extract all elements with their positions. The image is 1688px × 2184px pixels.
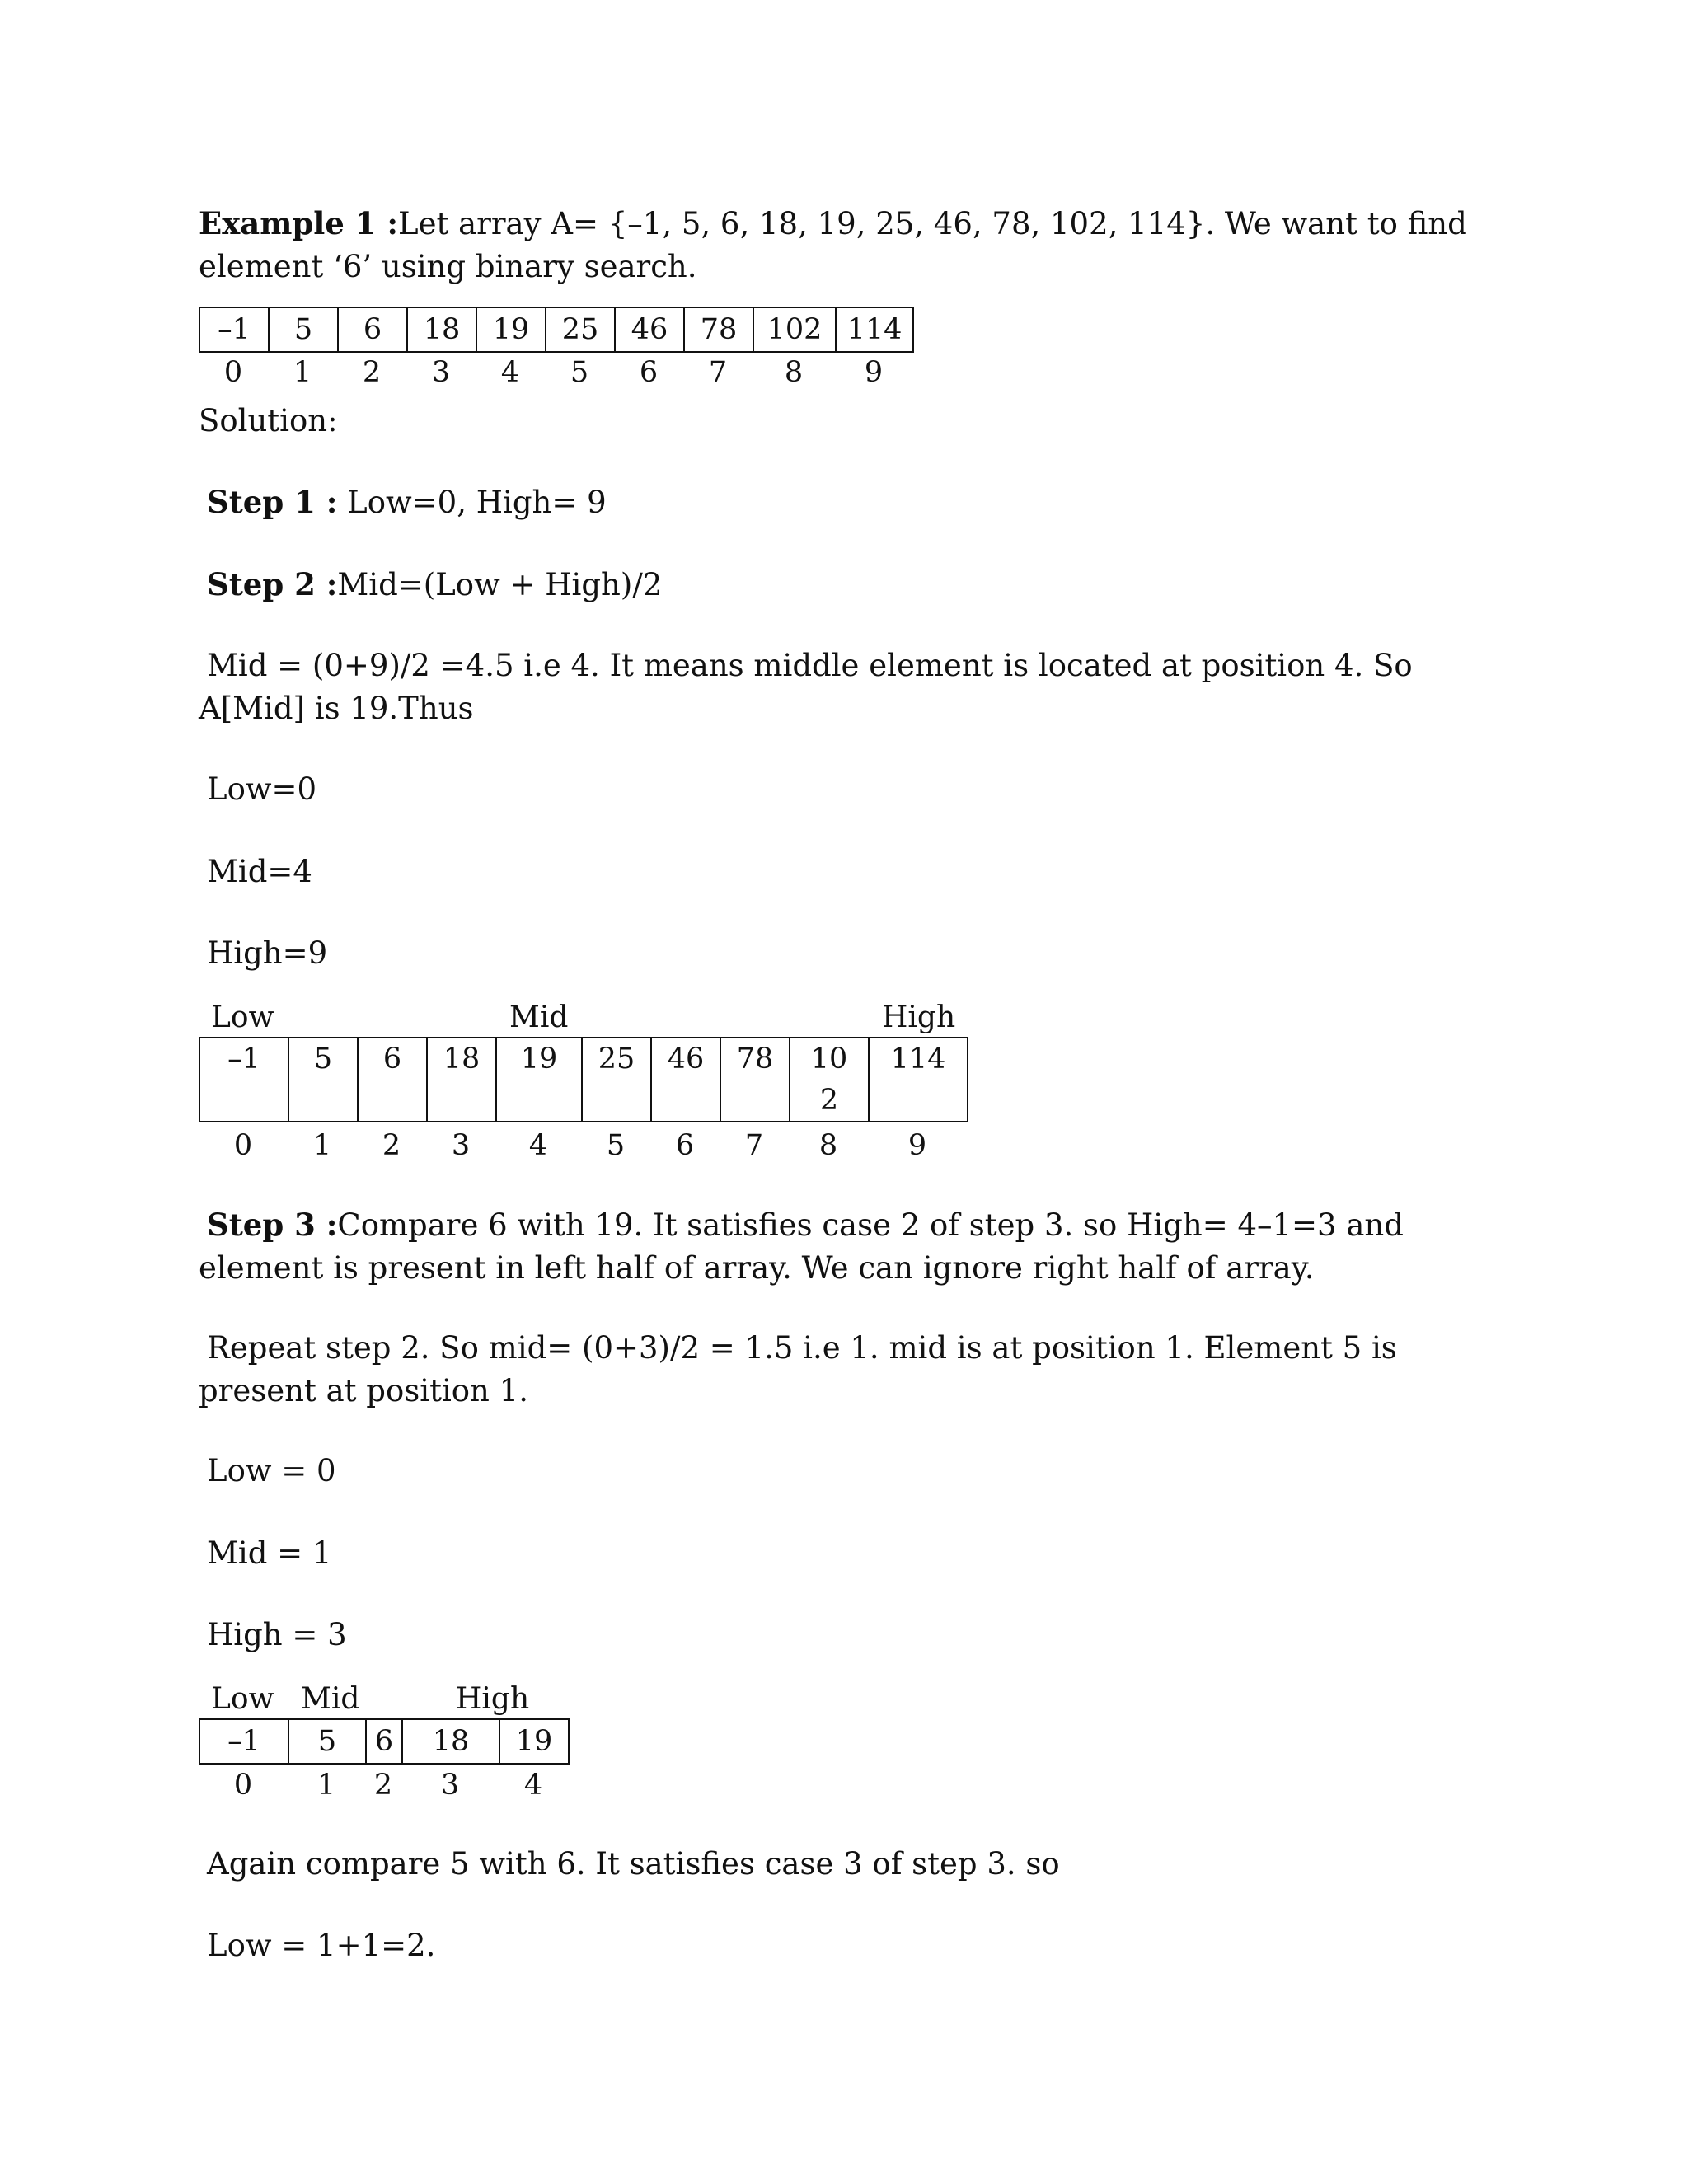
array-3-cell: 18: [402, 1719, 499, 1764]
array-3-index: 3: [440, 1769, 460, 1802]
array-2-cell: 25: [582, 1038, 651, 1122]
array-2-index: 5: [606, 1129, 626, 1162]
array-1-cell: 25: [546, 307, 615, 352]
array-2-cell: –1: [199, 1038, 288, 1122]
array-1-index: 6: [639, 356, 659, 389]
array-2-cell: 18: [427, 1038, 496, 1122]
step-1-label: Step 1 :: [207, 484, 338, 520]
again-compare: Again compare 5 with 6. It satisfies case 3 of step 3. so: [207, 1846, 1060, 1882]
array-2-cell: 19: [496, 1038, 582, 1122]
example-paragraph: [199, 202, 1493, 288]
array-1-index: 8: [784, 356, 804, 389]
array-1-index: 2: [362, 356, 382, 389]
example-title: Example 1 :: [199, 205, 399, 241]
array-1-index: 3: [431, 356, 451, 389]
array-1-index: 5: [570, 356, 589, 389]
array-3-table: [199, 1718, 570, 1765]
array-2-table: [199, 1037, 968, 1122]
step-1-text: Low=0, High= 9: [337, 485, 607, 520]
array-2-index: 8: [818, 1129, 838, 1162]
array-2-mid-label: Mid: [509, 1001, 569, 1034]
step-2: [207, 563, 1493, 607]
array-3-indices: [199, 1764, 568, 1807]
array-1-cell: 102: [753, 307, 836, 352]
array-2-cell: 10 2: [790, 1038, 869, 1122]
high-value: High=9: [207, 935, 328, 971]
solution-label: Solution:: [199, 403, 338, 438]
array-1-cell: 46: [615, 307, 684, 352]
array-3-high-label: High: [456, 1682, 530, 1716]
array-2-index: 4: [528, 1129, 548, 1162]
array-3-cell: 5: [288, 1719, 366, 1764]
array-1-cell: 19: [476, 307, 546, 352]
array-1-index: 7: [708, 356, 728, 389]
array-2-index: 1: [312, 1129, 332, 1162]
array-3-cell: 19: [499, 1719, 569, 1764]
array-1-index: 4: [500, 356, 520, 389]
array-3-cell: –1: [199, 1719, 288, 1764]
array-1-cell: 18: [407, 307, 476, 352]
step-2-text: Mid=(Low + High)/2: [337, 567, 663, 602]
step-3-text: Compare 6 with 19. It satisfies case 2 of step 3. so High= 4–1=3 and element is present in left half of array. We can ignore right half of array.: [199, 1207, 1404, 1286]
array-2-high-label: High: [882, 1001, 956, 1034]
array-3-mid-label: Mid: [301, 1682, 360, 1716]
array-2-index: 6: [675, 1129, 695, 1162]
step-1: [207, 480, 1493, 524]
array-1-cell: 5: [269, 307, 338, 352]
array-1-cell: 78: [684, 307, 753, 352]
step-2-label: Step 2 :: [207, 566, 338, 602]
array-1-index: 1: [293, 356, 312, 389]
array-3-low-label: Low: [211, 1682, 274, 1716]
array-2-indices: [199, 1124, 967, 1167]
array-3-cell: 6: [366, 1719, 402, 1764]
array-1-index: 0: [223, 356, 243, 389]
array-2-index: 0: [233, 1129, 253, 1162]
array-1-cell: 6: [338, 307, 407, 352]
array-2-index: 9: [907, 1129, 927, 1162]
array-3-index: 1: [316, 1769, 336, 1802]
array-1-table: [199, 307, 914, 353]
low-value: Low=0: [207, 771, 317, 807]
mid-eq-1: Mid = 1: [207, 1535, 332, 1571]
array-2-index: 7: [744, 1129, 764, 1162]
array-2-cell: 114: [869, 1038, 968, 1122]
array-1-cell: –1: [199, 307, 269, 352]
example-text: Let array A= {–1, 5, 6, 18, 19, 25, 46, 78, 102, 114}. We want to find element ‘6’ using binary search.: [199, 206, 1467, 284]
array-2-index: 2: [382, 1129, 401, 1162]
array-3-index: 2: [373, 1769, 393, 1802]
array-3-index: 4: [523, 1769, 543, 1802]
array-2-cell: 6: [358, 1038, 427, 1122]
low-final: Low = 1+1=2.: [207, 1928, 436, 1963]
array-1-cell: 114: [836, 307, 913, 352]
mid-value: Mid=4: [207, 854, 312, 889]
array-2-cell: 5: [288, 1038, 358, 1122]
step-3: [199, 1203, 1493, 1290]
high-eq-3: High = 3: [207, 1617, 347, 1652]
array-3-index: 0: [233, 1769, 253, 1802]
array-2-index: 3: [451, 1129, 471, 1162]
repeat-paragraph: Repeat step 2. So mid= (0+3)/2 = 1.5 i.e 1. mid is at position 1. Element 5 is present at position 1.: [199, 1330, 1397, 1408]
array-1-index: 9: [864, 356, 884, 389]
array-1-indices: [199, 351, 912, 394]
mid-explanation: Mid = (0+9)/2 =4.5 i.e 4. It means middle element is located at position 4. So A[Mid] is 19.Thus: [199, 648, 1413, 726]
array-2-cell: 46: [651, 1038, 720, 1122]
low-eq-0: Low = 0: [207, 1453, 336, 1488]
array-2-low-label: Low: [211, 1001, 274, 1034]
step-3-label: Step 3 :: [207, 1207, 338, 1243]
array-2-cell: 78: [720, 1038, 790, 1122]
